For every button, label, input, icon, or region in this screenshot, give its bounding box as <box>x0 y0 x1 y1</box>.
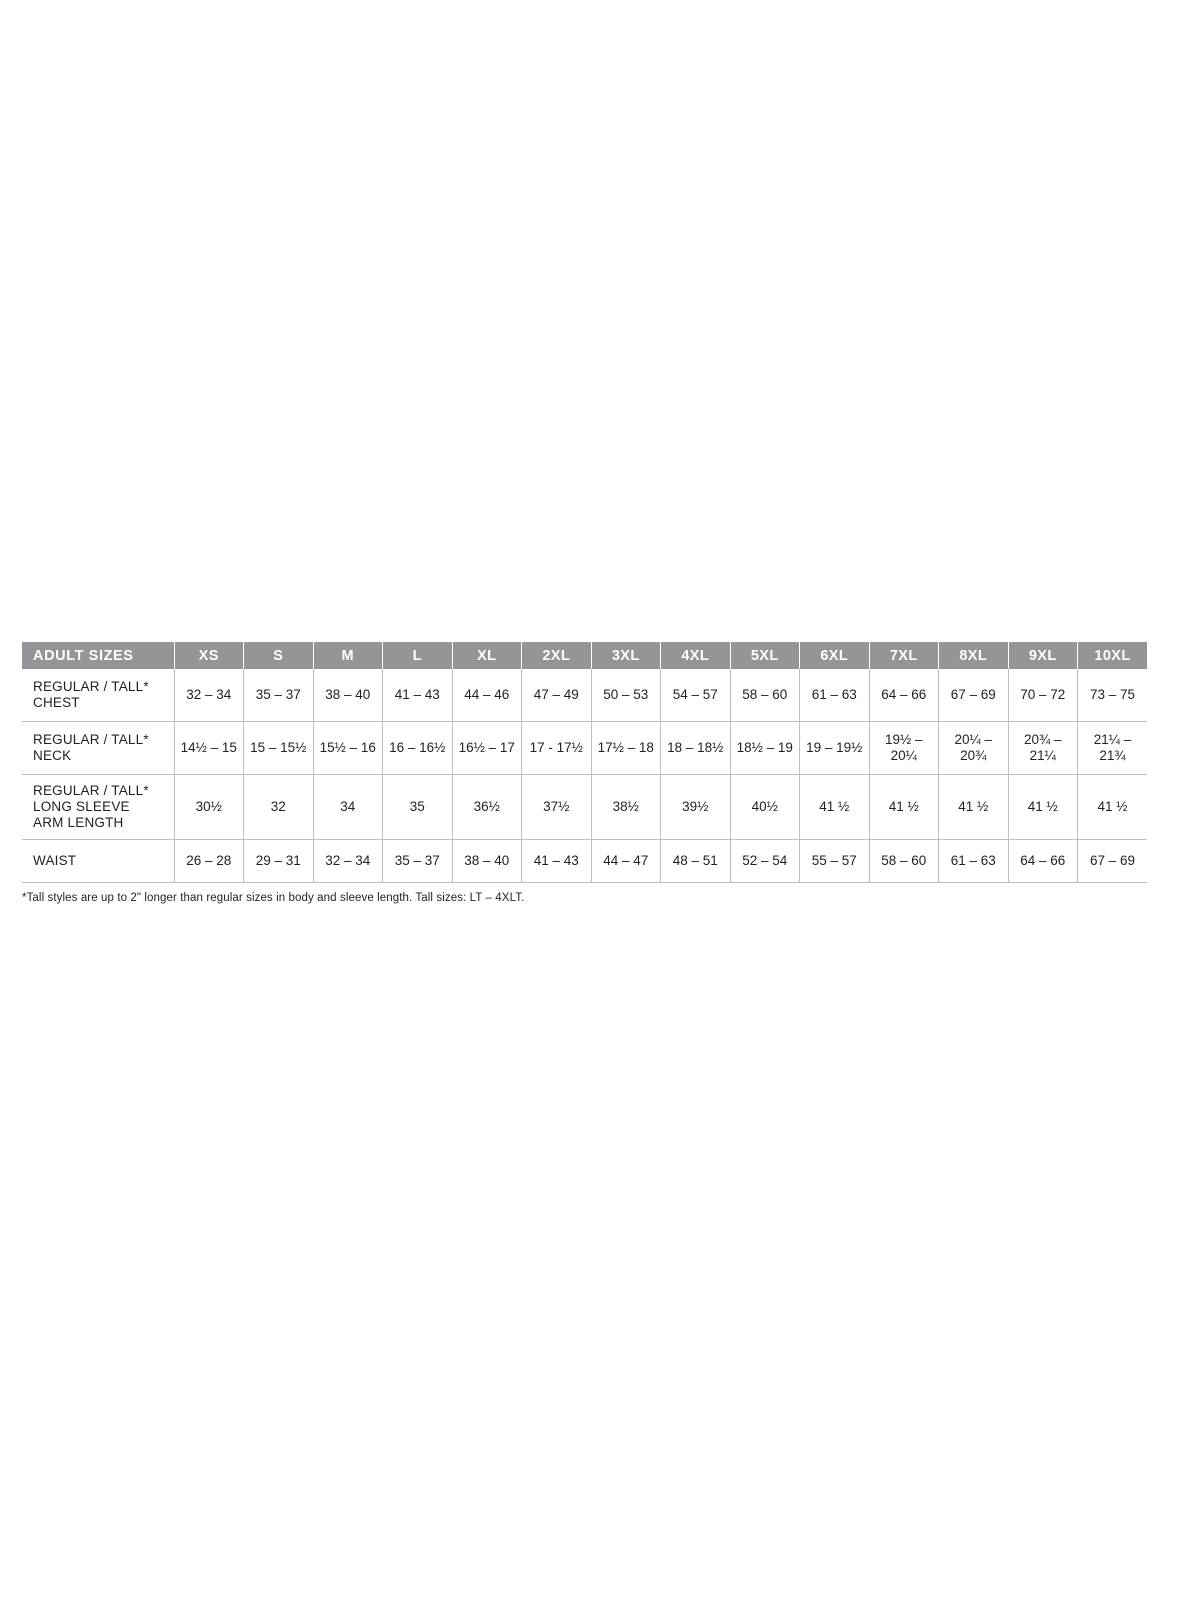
cell-waist-2xl: 41 – 43 <box>522 840 592 883</box>
cell-neck-6xl: 19 – 19½ <box>800 722 870 775</box>
cell-sleeve-s: 32 <box>244 775 314 840</box>
row-label-line2: CHEST <box>33 695 80 710</box>
cell-sleeve-m: 34 <box>313 775 383 840</box>
cell-chest-xl: 44 – 46 <box>452 669 522 722</box>
cell-waist-s: 29 – 31 <box>244 840 314 883</box>
cell-chest-4xl: 54 – 57 <box>661 669 731 722</box>
cell-waist-7xl: 58 – 60 <box>869 840 939 883</box>
cell-chest-6xl: 61 – 63 <box>800 669 870 722</box>
cell-neck-9xl: 20¾ – 21¼ <box>1008 722 1078 775</box>
cell-sleeve-9xl: 41 ½ <box>1008 775 1078 840</box>
cell-neck-xl: 16½ – 17 <box>452 722 522 775</box>
cell-neck-7xl: 19½ – 20¼ <box>869 722 939 775</box>
cell-chest-5xl: 58 – 60 <box>730 669 800 722</box>
cell-sleeve-10xl: 41 ½ <box>1078 775 1148 840</box>
cell-waist-4xl: 48 – 51 <box>661 840 731 883</box>
row-label-line1: REGULAR / TALL* <box>33 731 149 747</box>
cell-waist-l: 35 – 37 <box>383 840 453 883</box>
column-header-size: S <box>244 642 314 669</box>
row-label-line1: REGULAR / TALL* <box>33 678 149 694</box>
cell-chest-s: 35 – 37 <box>244 669 314 722</box>
cell-neck-m: 15½ – 16 <box>313 722 383 775</box>
row-label-chest <box>22 669 174 722</box>
column-header-size: 9XL <box>1008 642 1078 669</box>
row-label-line1: REGULAR / TALL* <box>33 782 149 798</box>
column-header-size: 4XL <box>661 642 731 669</box>
table-row <box>22 775 1147 840</box>
cell-sleeve-5xl: 40½ <box>730 775 800 840</box>
row-label-line2: NECK <box>33 748 72 763</box>
cell-waist-xl: 38 – 40 <box>452 840 522 883</box>
column-header-size: 10XL <box>1078 642 1148 669</box>
cell-waist-m: 32 – 34 <box>313 840 383 883</box>
cell-chest-7xl: 64 – 66 <box>869 669 939 722</box>
cell-neck-5xl: 18½ – 19 <box>730 722 800 775</box>
cell-chest-l: 41 – 43 <box>383 669 453 722</box>
column-header-size: 8XL <box>939 642 1009 669</box>
cell-chest-xs: 32 – 34 <box>174 669 244 722</box>
cell-sleeve-7xl: 41 ½ <box>869 775 939 840</box>
row-label-line3: ARM LENGTH <box>33 815 124 831</box>
cell-chest-10xl: 73 – 75 <box>1078 669 1148 722</box>
cell-waist-xs: 26 – 28 <box>174 840 244 883</box>
footnote: *Tall styles are up to 2" longer than regular sizes in body and sleeve length. Tall sizes: LT – 4XLT. <box>22 892 525 904</box>
cell-neck-2xl: 17 - 17½ <box>522 722 592 775</box>
cell-waist-9xl: 64 – 66 <box>1008 840 1078 883</box>
column-header-size: XL <box>452 642 522 669</box>
column-header-size: M <box>313 642 383 669</box>
table-row <box>22 722 1147 775</box>
table-row <box>22 840 1147 883</box>
row-label-line2: LONG SLEEVE <box>33 798 130 814</box>
cell-neck-4xl: 18 – 18½ <box>661 722 731 775</box>
cell-chest-2xl: 47 – 49 <box>522 669 592 722</box>
cell-waist-8xl: 61 – 63 <box>939 840 1009 883</box>
cell-neck-3xl: 17½ – 18 <box>591 722 661 775</box>
row-label-long-sleeve-arm-length <box>22 775 174 840</box>
cell-neck-l: 16 – 16½ <box>383 722 453 775</box>
cell-chest-3xl: 50 – 53 <box>591 669 661 722</box>
cell-sleeve-3xl: 38½ <box>591 775 661 840</box>
cell-chest-8xl: 67 – 69 <box>939 669 1009 722</box>
cell-sleeve-2xl: 37½ <box>522 775 592 840</box>
size-chart-sheet <box>22 642 1138 904</box>
cell-sleeve-l: 35 <box>383 775 453 840</box>
cell-sleeve-xs: 30½ <box>174 775 244 840</box>
cell-waist-3xl: 44 – 47 <box>591 840 661 883</box>
cell-sleeve-4xl: 39½ <box>661 775 731 840</box>
column-header-size: 3XL <box>591 642 661 669</box>
row-label-waist: WAIST <box>22 840 174 883</box>
column-header-size: 6XL <box>800 642 870 669</box>
cell-waist-6xl: 55 – 57 <box>800 840 870 883</box>
cell-waist-10xl: 67 – 69 <box>1078 840 1148 883</box>
column-header-size: 2XL <box>522 642 592 669</box>
cell-sleeve-8xl: 41 ½ <box>939 775 1009 840</box>
cell-sleeve-xl: 36½ <box>452 775 522 840</box>
table-header <box>22 642 1147 669</box>
table-row <box>22 669 1147 722</box>
cell-neck-xs: 14½ – 15 <box>174 722 244 775</box>
cell-chest-9xl: 70 – 72 <box>1008 669 1078 722</box>
table-body <box>22 669 1147 883</box>
column-header-size: XS <box>174 642 244 669</box>
column-header-size: 5XL <box>730 642 800 669</box>
cell-neck-s: 15 – 15½ <box>244 722 314 775</box>
cell-neck-10xl: 21¼ – 21¾ <box>1078 722 1148 775</box>
column-header-size: L <box>383 642 453 669</box>
column-header-adult-sizes: ADULT SIZES <box>22 642 174 669</box>
cell-sleeve-6xl: 41 ½ <box>800 775 870 840</box>
table-header-row <box>22 642 1147 669</box>
cell-waist-5xl: 52 – 54 <box>730 840 800 883</box>
row-label-neck <box>22 722 174 775</box>
adult-sizes-table <box>22 642 1147 883</box>
cell-chest-m: 38 – 40 <box>313 669 383 722</box>
column-header-size: 7XL <box>869 642 939 669</box>
cell-neck-8xl: 20¼ – 20¾ <box>939 722 1009 775</box>
